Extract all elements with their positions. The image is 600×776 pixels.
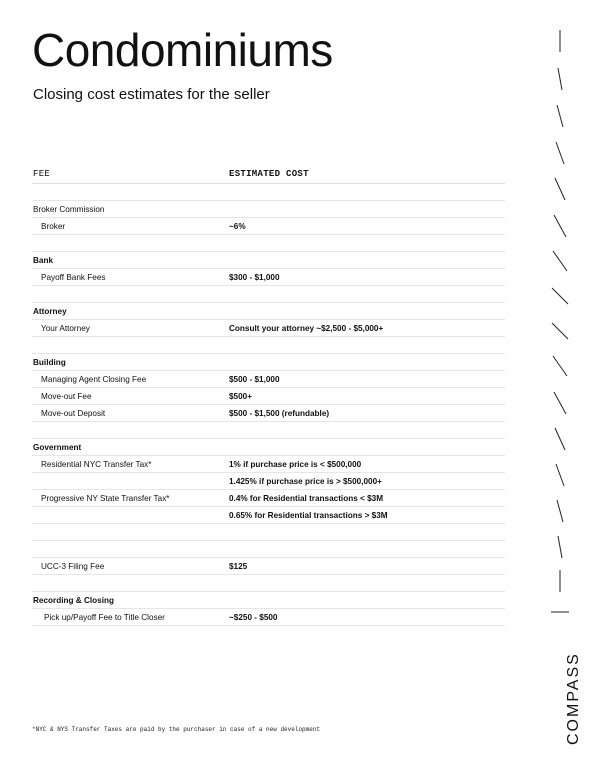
page-subtitle: Closing cost estimates for the seller <box>33 86 270 103</box>
fee-cell: Residential NYC Transfer Tax* <box>41 459 152 469</box>
fee-cell: Payoff Bank Fees <box>41 272 106 282</box>
table-row <box>32 269 505 286</box>
section-header: Broker Commission <box>32 201 505 218</box>
cost-cell: $500 - $1,500 (refundable) <box>229 408 330 418</box>
cost-cell: 1% if purchase price is < $500,000 <box>229 459 362 469</box>
table-row <box>32 456 505 473</box>
cost-cell: ~$250 - $500 <box>229 612 278 622</box>
spacer-row <box>32 337 505 354</box>
cost-cell: 0.4% for Residential transactions < $3M <box>229 493 384 503</box>
section-header: Building <box>32 354 505 371</box>
cost-cell: ~6% <box>229 221 246 231</box>
fee-cell: UCC-3 Filing Fee <box>41 561 105 571</box>
section-header: Bank <box>32 252 505 269</box>
decorative-slash-lines <box>548 30 572 630</box>
cost-cell: $500 - $1,000 <box>229 374 280 384</box>
compass-logo: COMPASS <box>565 652 582 745</box>
fee-cell: Your Attorney <box>41 323 90 333</box>
cost-cell: Consult your attorney ~$2,500 - $5,000+ <box>229 323 384 333</box>
spacer-row <box>32 286 505 303</box>
table-row <box>32 609 505 626</box>
table-row <box>32 507 505 524</box>
table-row <box>32 388 505 405</box>
fee-cell: Progressive NY State Transfer Tax* <box>41 493 170 503</box>
table-row <box>32 371 505 388</box>
spacer-row <box>32 524 505 541</box>
table-row <box>32 405 505 422</box>
section-header: Attorney <box>32 303 505 320</box>
cost-cell: $500+ <box>229 391 252 401</box>
spacer-row <box>32 235 505 252</box>
table-row <box>32 320 505 337</box>
fee-cell: Managing Agent Closing Fee <box>41 374 147 384</box>
section-header: Government <box>32 439 505 456</box>
table-row <box>32 490 505 507</box>
cost-column-header: ESTIMATED COST <box>229 169 309 179</box>
cost-cell: 0.65% for Residential transactions > $3M <box>229 510 388 520</box>
spacer-row <box>32 541 505 558</box>
table-header <box>32 165 505 184</box>
fee-cell: Move-out Fee <box>41 391 92 401</box>
table-row <box>32 558 505 575</box>
fee-table <box>32 165 505 626</box>
cost-cell: $300 - $1,000 <box>229 272 280 282</box>
fee-cell: Pick up/Payoff Fee to Title Closer <box>44 612 165 622</box>
spacer-row <box>32 184 505 201</box>
spacer-row <box>32 422 505 439</box>
cost-cell: $125 <box>229 561 248 571</box>
fee-column-header: FEE <box>33 169 51 179</box>
section-header: Recording & Closing <box>32 592 505 609</box>
fee-cell: Move-out Deposit <box>41 408 106 418</box>
footnote: *NYC & NYS Transfer Taxes are paid by the purchaser in case of a new development <box>32 726 321 733</box>
table-row <box>32 218 505 235</box>
table-row <box>32 473 505 490</box>
cost-cell: 1.425% if purchase price is > $500,000+ <box>229 476 382 486</box>
spacer-row <box>32 575 505 592</box>
fee-cell: Broker <box>41 221 66 231</box>
page-title: Condominiums <box>32 24 333 76</box>
